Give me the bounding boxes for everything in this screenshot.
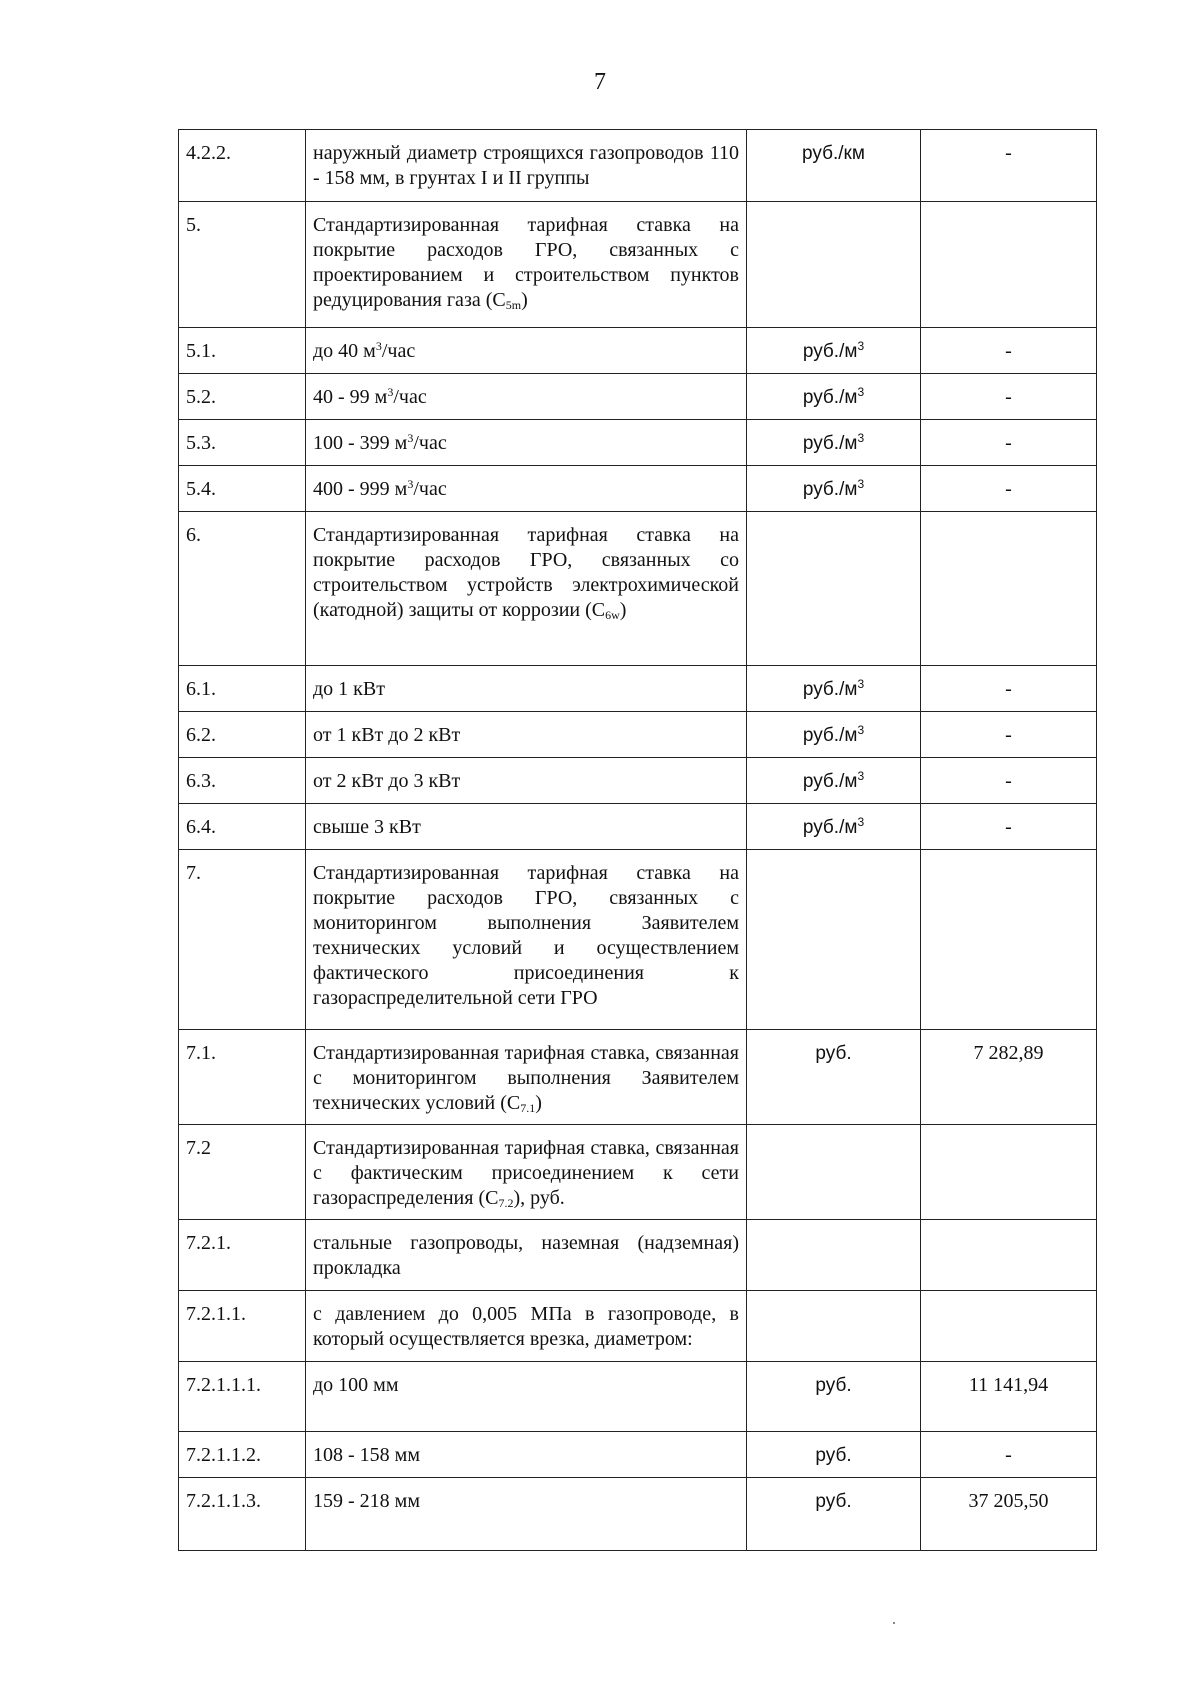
table-row	[179, 466, 1097, 512]
row-unit	[747, 1432, 921, 1478]
row-number: 5.2.	[179, 374, 306, 420]
row-unit	[747, 758, 921, 804]
description-text: наружный диаметр строящихся газопроводов 110 - 158 мм, в грунтах I и II группы	[313, 142, 739, 189]
row-value	[921, 1291, 1097, 1362]
description-suffix: /час	[413, 432, 447, 454]
table-row	[179, 804, 1097, 850]
row-number: 5.3.	[179, 420, 306, 466]
row-value: -	[921, 1432, 1097, 1478]
row-number: 6.3.	[179, 758, 306, 804]
row-value	[921, 1125, 1097, 1220]
description-text: Стандартизированная тарифная ставка на покрытие расходов ГРО, связанных со строительством устройств электрохимической (катодной) защиты от коррозии	[313, 524, 739, 621]
description-text: Стандартизированная тарифная ставка, связанная с мониторингом выполнения Заявителем технических условий	[313, 1042, 739, 1114]
row-value: -	[921, 374, 1097, 420]
row-number: 7.2	[179, 1125, 306, 1220]
unit-text: руб./м	[802, 479, 858, 500]
table-row	[179, 666, 1097, 712]
unit-superscript: 3	[857, 477, 865, 491]
description-text: 108 - 158 мм	[313, 1444, 420, 1466]
description-suffix: /час	[381, 340, 416, 362]
unit-superscript: 3	[857, 723, 865, 737]
description-superscript: 3	[387, 385, 394, 399]
description-text: до 1 кВт	[313, 678, 385, 700]
row-unit	[747, 202, 921, 328]
description-text: 100 - 399 м	[313, 432, 408, 454]
row-value: -	[921, 666, 1097, 712]
row-unit	[747, 1220, 921, 1291]
unit-text: руб./м	[802, 433, 858, 454]
description-text: 40 - 99 м	[313, 386, 388, 408]
row-value: 7 282,89	[921, 1030, 1097, 1125]
row-value: -	[921, 758, 1097, 804]
row-number: 6.2.	[179, 712, 306, 758]
page-number: 7	[594, 69, 606, 95]
unit-text: руб./м	[802, 341, 858, 362]
row-number: 6.1.	[179, 666, 306, 712]
row-unit	[747, 712, 921, 758]
row-value: 11 141,94	[921, 1362, 1097, 1432]
row-unit	[747, 1125, 921, 1220]
table-row	[179, 328, 1097, 374]
row-description	[306, 1432, 747, 1478]
rate-code-subscript: 5m	[505, 298, 522, 312]
unit-text: руб./м	[802, 679, 858, 700]
row-number: 6.	[179, 512, 306, 666]
table-row	[179, 1220, 1097, 1291]
row-value	[921, 202, 1097, 328]
row-value: -	[921, 466, 1097, 512]
unit-superscript: 3	[857, 815, 865, 829]
row-number: 7.2.1.	[179, 1220, 306, 1291]
table-row	[179, 374, 1097, 420]
unit-text: руб./км	[802, 143, 865, 164]
unit-text: руб.	[815, 1375, 852, 1396]
description-text: Стандартизированная тарифная ставка на покрытие расходов ГРО, связанных с мониторингом выполнения Заявителем технических условий и осуществлением фактического присоединения к газораспределительной сети ГРО	[313, 862, 739, 1009]
row-unit	[747, 420, 921, 466]
row-value: -	[921, 328, 1097, 374]
row-description	[306, 850, 747, 1030]
table-row	[179, 758, 1097, 804]
row-number: 7.2.1.1.2.	[179, 1432, 306, 1478]
row-unit	[747, 1478, 921, 1551]
row-value: -	[921, 804, 1097, 850]
tariff-table	[178, 129, 1097, 1551]
unit-superscript: 3	[857, 769, 865, 783]
row-unit	[747, 804, 921, 850]
row-number: 7.2.1.1.1.	[179, 1362, 306, 1432]
table-row	[179, 1030, 1097, 1125]
unit-text: руб./м	[802, 817, 858, 838]
unit-superscript: 3	[857, 431, 865, 445]
row-description	[306, 466, 747, 512]
row-number: 5.	[179, 202, 306, 328]
row-value: 37 205,50	[921, 1478, 1097, 1551]
row-description	[306, 666, 747, 712]
unit-text: руб./м	[802, 387, 858, 408]
description-text: от 2 кВт до 3 кВт	[313, 770, 461, 792]
description-superscript: 3	[407, 431, 414, 445]
unit-text: руб./м	[802, 725, 858, 746]
rate-code: (C	[500, 1092, 521, 1114]
row-description	[306, 1478, 747, 1551]
row-unit	[747, 512, 921, 666]
row-description	[306, 758, 747, 804]
rate-code-subscript: 7.2	[498, 1196, 514, 1210]
row-value: -	[921, 712, 1097, 758]
row-unit	[747, 328, 921, 374]
unit-text: руб./м	[802, 771, 858, 792]
rate-code-close: )	[521, 289, 528, 311]
unit-text: руб.	[815, 1491, 852, 1512]
description-text: свыше 3 кВт	[313, 816, 421, 838]
row-unit	[747, 1030, 921, 1125]
row-description	[306, 512, 747, 666]
table-row	[179, 850, 1097, 1030]
description-text: с давлением до 0,005 МПа в газопроводе, в который осуществляется врезка, диаметром:	[313, 1303, 739, 1350]
row-description	[306, 420, 747, 466]
row-number: 7.	[179, 850, 306, 1030]
description-text: стальные газопроводы, наземная (надземная) прокладка	[313, 1232, 739, 1279]
row-value	[921, 512, 1097, 666]
rate-code-subscript: 7.1	[520, 1101, 536, 1115]
rate-code-close: ), руб.	[513, 1187, 565, 1209]
description-suffix: /час	[413, 478, 447, 500]
row-number: 6.4.	[179, 804, 306, 850]
table-row	[179, 1291, 1097, 1362]
row-unit	[747, 374, 921, 420]
row-value: -	[921, 420, 1097, 466]
row-description	[306, 1220, 747, 1291]
table-row	[179, 1478, 1097, 1551]
row-description	[306, 1030, 747, 1125]
unit-superscript: 3	[857, 677, 865, 691]
rate-code: (C	[485, 289, 506, 311]
table-row	[179, 512, 1097, 666]
row-description	[306, 1291, 747, 1362]
unit-superscript: 3	[857, 385, 865, 399]
row-description	[306, 374, 747, 420]
rate-code: (C	[585, 599, 606, 621]
rate-code-subscript: 6w	[605, 608, 620, 622]
description-superscript: 3	[407, 477, 414, 491]
rate-code: (C	[478, 1187, 499, 1209]
row-number: 5.4.	[179, 466, 306, 512]
row-number: 4.2.2.	[179, 130, 306, 202]
row-value	[921, 850, 1097, 1030]
rate-code-close: )	[535, 1092, 542, 1114]
row-value: -	[921, 130, 1097, 202]
row-unit	[747, 466, 921, 512]
description-suffix: /час	[393, 386, 427, 408]
row-description	[306, 202, 747, 328]
row-description	[306, 130, 747, 202]
row-description	[306, 328, 747, 374]
row-description	[306, 804, 747, 850]
row-number: 7.1.	[179, 1030, 306, 1125]
description-superscript: 3	[375, 339, 382, 353]
scan-artifact	[893, 1622, 895, 1624]
row-unit	[747, 850, 921, 1030]
row-unit	[747, 666, 921, 712]
description-text: 159 - 218 мм	[313, 1490, 420, 1512]
row-description	[306, 1125, 747, 1220]
table-row	[179, 202, 1097, 328]
table-row	[179, 420, 1097, 466]
row-number: 5.1.	[179, 328, 306, 374]
row-unit	[747, 1362, 921, 1432]
rate-code-close: )	[619, 599, 627, 621]
row-description	[306, 712, 747, 758]
table-row	[179, 1362, 1097, 1432]
description-text: от 1 кВт до 2 кВт	[313, 724, 461, 746]
row-unit	[747, 1291, 921, 1362]
row-description	[306, 1362, 747, 1432]
table-row	[179, 130, 1097, 202]
unit-text: руб.	[815, 1445, 852, 1466]
description-text: 400 - 999 м	[313, 478, 408, 500]
table-row	[179, 712, 1097, 758]
table-row	[179, 1125, 1097, 1220]
description-text: Стандартизированная тарифная ставка на покрытие расходов ГРО, связанных с проектированием и строительством пунктов редуцирования газа	[313, 214, 739, 311]
table-row	[179, 1432, 1097, 1478]
row-number: 7.2.1.1.	[179, 1291, 306, 1362]
description-text: до 100 мм	[313, 1374, 399, 1396]
description-text: до 40 м	[313, 340, 376, 362]
row-value	[921, 1220, 1097, 1291]
row-number: 7.2.1.1.3.	[179, 1478, 306, 1551]
unit-superscript: 3	[857, 339, 865, 353]
unit-text: руб.	[815, 1043, 852, 1064]
description-text: Стандартизированная тарифная ставка, связанная с фактическим присоединением к сети газораспределения	[313, 1137, 739, 1209]
row-unit	[747, 130, 921, 202]
